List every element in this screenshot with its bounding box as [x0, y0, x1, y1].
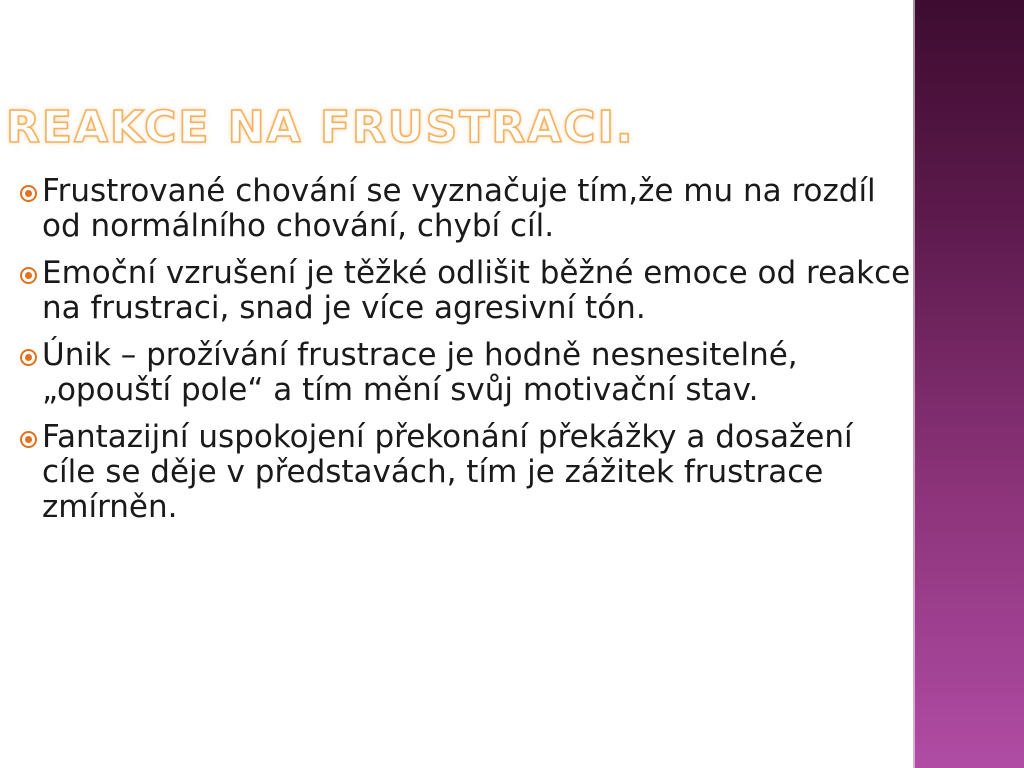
circle-bullet-icon [20, 267, 37, 284]
bullet-item [20, 338, 912, 408]
circle-bullet-icon [20, 185, 37, 202]
slide-title: REAKCE NA FRUSTRACI. [6, 102, 635, 153]
bullet-text: Únik – prožívání frustrace je hodně nesnesitelné, „opouští pole“ a tím mění svůj motivační stav. [42, 337, 798, 408]
bullet-text: Fantazijní uspokojení překonání překážky a dosažení cíle se děje v představách, tím je zážitek frustrace zmírněn. [42, 419, 853, 525]
bullet-item [20, 174, 912, 244]
decorative-side-band [913, 0, 1024, 768]
bullet-item [20, 256, 912, 326]
bullet-item [20, 420, 912, 525]
bullet-list [20, 174, 912, 537]
circle-bullet-icon [20, 349, 37, 366]
bullet-text: Emoční vzrušení je těžké odlišit běžné emoce od reakce na frustraci, snad je více agresivní tón. [42, 255, 911, 326]
bullet-text: Frustrované chování se vyznačuje tím,že mu na rozdíl od normálního chování, chybí cíl. [42, 173, 876, 244]
circle-bullet-icon [20, 431, 37, 448]
